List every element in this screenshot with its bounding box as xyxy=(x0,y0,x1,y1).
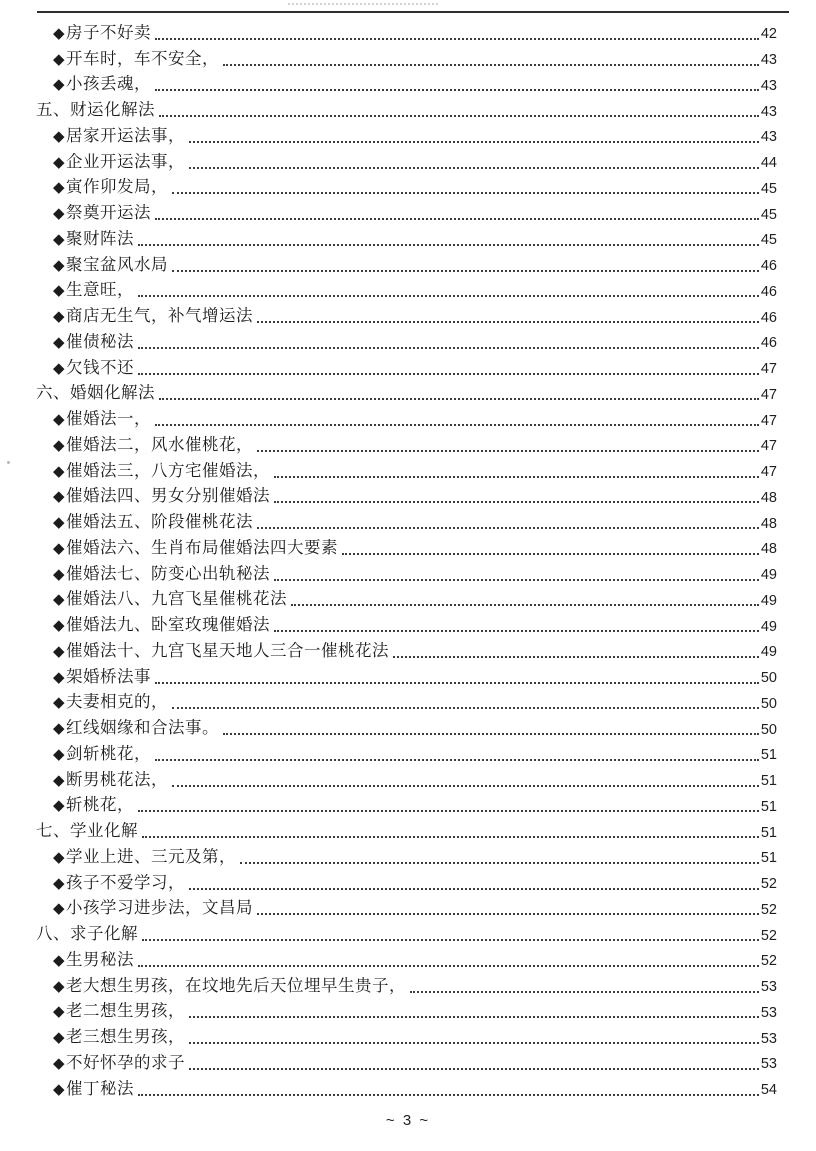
scan-speck-artifact xyxy=(7,461,10,464)
toc-item-row xyxy=(35,843,777,869)
dot-leader xyxy=(155,218,759,220)
toc-entry-page: 51 xyxy=(760,824,777,841)
dot-leader xyxy=(189,1042,759,1044)
diamond-bullet-icon: ◆ xyxy=(53,437,66,454)
toc-item-row xyxy=(35,714,777,740)
toc-entry-page: 47 xyxy=(760,361,777,377)
toc-entry-page: 51 xyxy=(760,773,777,789)
dot-leader xyxy=(240,862,759,864)
toc-section-row xyxy=(35,920,777,946)
toc-entry-page: 51 xyxy=(760,850,777,867)
toc-entry-text: 商店无生气，补气增运法 xyxy=(66,306,254,325)
toc-entry-text: 生男秘法 xyxy=(66,949,135,969)
toc-entry-text: 夫妻相克的， xyxy=(66,692,169,712)
toc-entry-label xyxy=(35,720,219,740)
diamond-bullet-icon: ◆ xyxy=(53,772,66,789)
toc-entry-label xyxy=(35,514,253,534)
diamond-bullet-icon: ◆ xyxy=(53,360,66,377)
toc-entry-text: 小孩丢魂， xyxy=(66,74,152,94)
toc-item-row xyxy=(35,45,777,71)
dot-leader xyxy=(189,1016,759,1018)
toc-entry-label xyxy=(35,205,151,225)
toc-entry-text: 学业上进、三元及第， xyxy=(66,846,237,866)
toc-entry-page: 43 xyxy=(760,103,777,120)
dot-leader xyxy=(172,270,759,272)
toc-entry-text: 五、财运化解法 xyxy=(36,100,155,119)
toc-entry-text: 房子不好卖 xyxy=(66,22,152,42)
toc-entry-page: 51 xyxy=(760,747,777,764)
toc-entry-page: 42 xyxy=(760,26,777,43)
toc-entry-text: 催婚法二，风水催桃花， xyxy=(66,434,254,454)
dot-leader xyxy=(257,913,759,915)
toc-entry-page: 45 xyxy=(760,206,777,223)
toc-item-row xyxy=(35,766,777,792)
toc-item-row xyxy=(35,354,777,380)
diamond-bullet-icon: ◆ xyxy=(53,1004,66,1021)
dot-leader xyxy=(189,167,759,169)
toc-entry-label xyxy=(35,900,253,920)
toc-item-row xyxy=(35,225,777,251)
toc-entry-label xyxy=(35,228,135,251)
toc-entry-label xyxy=(35,76,151,96)
toc-entry-page: 52 xyxy=(760,901,777,918)
diamond-bullet-icon: ◆ xyxy=(53,77,66,94)
dot-leader xyxy=(138,1094,759,1096)
toc-item-row xyxy=(35,611,777,637)
page-top-rule xyxy=(37,11,789,13)
toc-entry-text: 七、学业化解 xyxy=(36,821,138,840)
table-of-contents xyxy=(35,19,777,1101)
toc-entry-page: 49 xyxy=(760,592,777,609)
toc-item-row xyxy=(35,328,777,354)
toc-entry-page: 47 xyxy=(760,412,777,429)
toc-item-row xyxy=(35,586,777,612)
toc-entry-label xyxy=(35,1029,185,1049)
dot-leader xyxy=(274,476,759,478)
toc-entry-page: 46 xyxy=(760,258,777,274)
toc-entry-page: 50 xyxy=(760,695,777,712)
diamond-bullet-icon: ◆ xyxy=(53,463,66,480)
toc-entry-label xyxy=(35,563,271,586)
dot-leader xyxy=(138,295,759,297)
diamond-bullet-icon: ◆ xyxy=(53,231,66,248)
toc-item-row xyxy=(35,508,777,534)
toc-entry-text: 催婚法七、防变心出轨秘法 xyxy=(66,563,271,583)
toc-entry-label xyxy=(35,694,168,714)
dot-leader xyxy=(138,373,759,375)
toc-item-row xyxy=(35,534,777,560)
toc-item-row xyxy=(35,174,777,200)
toc-item-row xyxy=(35,431,777,457)
toc-item-row xyxy=(35,663,777,689)
toc-entry-page: 44 xyxy=(760,155,777,171)
toc-entry-label xyxy=(35,823,138,843)
dot-leader xyxy=(172,707,759,709)
toc-entry-label xyxy=(35,1078,135,1101)
toc-entry-text: 剑斩桃花， xyxy=(66,743,152,763)
diamond-bullet-icon: ◆ xyxy=(53,309,66,325)
toc-entry-page: 43 xyxy=(760,77,777,94)
toc-entry-label xyxy=(35,179,168,199)
toc-entry-text: 斩桃花， xyxy=(66,795,135,815)
toc-entry-text: 催婚法一， xyxy=(66,409,152,428)
toc-entry-text: 六、婚姻化解法 xyxy=(36,383,155,403)
dot-leader xyxy=(189,1068,759,1070)
toc-entry-page: 45 xyxy=(760,180,777,197)
toc-item-row xyxy=(35,277,777,303)
toc-entry-text: 催婚法八、九宫飞星催桃花法 xyxy=(66,589,288,609)
diamond-bullet-icon: ◆ xyxy=(53,978,66,995)
toc-entry-text: 欠钱不还 xyxy=(66,357,135,377)
toc-entry-label xyxy=(35,926,138,946)
dot-leader xyxy=(155,89,759,91)
dot-leader xyxy=(274,501,759,503)
toc-entry-page: 53 xyxy=(760,1030,777,1047)
diamond-bullet-icon: ◆ xyxy=(53,1055,66,1072)
toc-entry-label xyxy=(35,949,135,972)
toc-entry-text: 催婚法三，八方宅催婚法， xyxy=(66,460,271,480)
dot-leader xyxy=(274,579,759,581)
diamond-bullet-icon: ◆ xyxy=(53,721,66,737)
toc-entry-text: 催婚法十、九宫飞星天地人三合一催桃花法 xyxy=(66,640,390,660)
toc-entry-page: 47 xyxy=(760,438,777,455)
toc-item-row xyxy=(35,637,777,663)
toc-entry-text: 小孩学习进步法，文昌局 xyxy=(66,898,254,918)
toc-entry-label xyxy=(35,357,135,380)
toc-item-row xyxy=(35,148,777,174)
toc-entry-text: 催债秘法 xyxy=(66,331,135,351)
toc-entry-label xyxy=(35,872,186,895)
toc-entry-label xyxy=(35,385,155,405)
toc-entry-label xyxy=(35,331,135,354)
toc-item-row xyxy=(35,71,777,97)
toc-entry-page: 45 xyxy=(760,232,777,249)
toc-entry-label xyxy=(35,411,151,431)
toc-item-row xyxy=(35,895,777,921)
dot-leader xyxy=(257,527,759,529)
diamond-bullet-icon: ◆ xyxy=(53,540,66,557)
toc-item-row xyxy=(35,251,777,277)
dot-leader xyxy=(172,785,759,787)
toc-entry-text: 不好怀孕的求子 xyxy=(66,1052,186,1072)
dot-leader xyxy=(342,553,759,555)
dot-leader xyxy=(274,630,759,632)
dot-leader xyxy=(155,424,759,426)
toc-entry-text: 祭奠开运法 xyxy=(66,203,152,222)
toc-item-row xyxy=(35,740,777,766)
dot-leader xyxy=(142,836,759,838)
toc-entry-label xyxy=(35,282,134,302)
diamond-bullet-icon: ◆ xyxy=(53,1030,66,1046)
toc-entry-page: 43 xyxy=(760,52,777,68)
toc-entry-label xyxy=(35,460,271,483)
scan-bleedthrough-artifact xyxy=(288,3,438,5)
toc-entry-label xyxy=(35,666,152,689)
toc-entry-label xyxy=(35,743,152,766)
diamond-bullet-icon: ◆ xyxy=(53,849,66,866)
diamond-bullet-icon: ◆ xyxy=(53,51,66,68)
toc-entry-text: 红线姻缘和合法事。 xyxy=(66,718,220,737)
toc-item-row xyxy=(35,457,777,483)
toc-entry-label xyxy=(35,488,270,508)
toc-entry-page: 53 xyxy=(760,1056,777,1073)
toc-entry-label xyxy=(35,975,407,998)
dot-leader xyxy=(138,965,759,967)
diamond-bullet-icon: ◆ xyxy=(53,746,66,763)
diamond-bullet-icon: ◆ xyxy=(53,334,66,351)
diamond-bullet-icon: ◆ xyxy=(53,952,66,969)
toc-item-row xyxy=(35,689,777,715)
dot-leader xyxy=(223,733,759,735)
toc-entry-text: 催婚法九、卧室玫瑰催婚法 xyxy=(66,615,271,634)
toc-item-row xyxy=(35,405,777,431)
toc-entry-label xyxy=(35,151,186,174)
toc-section-row xyxy=(35,817,777,843)
diamond-bullet-icon: ◆ xyxy=(53,1081,66,1098)
diamond-bullet-icon: ◆ xyxy=(53,695,66,712)
dot-leader xyxy=(155,759,759,761)
toc-entry-text: 断男桃花法， xyxy=(66,769,169,789)
diamond-bullet-icon: ◆ xyxy=(53,798,66,815)
toc-entry-page: 48 xyxy=(760,489,777,506)
toc-entry-label xyxy=(35,537,339,560)
diamond-bullet-icon: ◆ xyxy=(53,154,66,171)
toc-entry-page: 46 xyxy=(760,309,777,326)
diamond-bullet-icon: ◆ xyxy=(53,257,66,274)
toc-entry-page: 48 xyxy=(760,515,777,532)
dot-leader xyxy=(155,38,759,40)
page-number-label: ~ 3 ~ xyxy=(385,1112,431,1129)
toc-item-row xyxy=(35,1023,777,1049)
toc-entry-text: 居家开运法事， xyxy=(66,125,186,145)
dot-leader xyxy=(189,888,759,890)
diamond-bullet-icon: ◆ xyxy=(53,412,66,428)
dot-leader xyxy=(138,347,759,349)
toc-entry-text: 企业开运法事， xyxy=(66,151,186,171)
dot-leader xyxy=(410,991,759,993)
toc-entry-text: 催丁秘法 xyxy=(66,1078,135,1098)
toc-entry-label xyxy=(35,308,253,328)
diamond-bullet-icon: ◆ xyxy=(53,618,66,634)
toc-item-row xyxy=(35,302,777,328)
toc-entry-text: 老三想生男孩， xyxy=(66,1027,186,1046)
toc-entry-page: 47 xyxy=(760,464,777,480)
toc-item-row xyxy=(35,483,777,509)
toc-section-row xyxy=(35,380,777,406)
dot-leader xyxy=(172,192,759,194)
toc-entry-page: 48 xyxy=(760,541,777,558)
dot-leader xyxy=(159,398,759,400)
dot-leader xyxy=(155,682,759,684)
toc-item-row xyxy=(35,560,777,586)
toc-entry-label xyxy=(35,434,254,457)
toc-entry-page: 49 xyxy=(760,644,777,661)
diamond-bullet-icon: ◆ xyxy=(53,206,66,222)
diamond-bullet-icon: ◆ xyxy=(53,180,66,197)
dot-leader xyxy=(291,604,759,606)
toc-entry-text: 开车时，车不安全， xyxy=(66,48,220,68)
toc-entry-label xyxy=(35,1003,185,1023)
dot-leader xyxy=(257,321,759,323)
diamond-bullet-icon: ◆ xyxy=(53,901,66,918)
toc-entry-page: 51 xyxy=(760,798,777,815)
toc-entry-page: 50 xyxy=(760,670,777,686)
diamond-bullet-icon: ◆ xyxy=(53,515,66,531)
toc-item-row xyxy=(35,199,777,225)
page-footer xyxy=(0,1112,816,1129)
toc-item-row xyxy=(35,869,777,895)
toc-item-row xyxy=(35,972,777,998)
toc-entry-label xyxy=(35,1052,186,1075)
toc-entry-text: 寅作卯发局， xyxy=(66,177,169,197)
dot-leader xyxy=(223,64,759,66)
toc-item-row xyxy=(35,122,777,148)
toc-entry-label xyxy=(35,640,390,663)
toc-item-row xyxy=(35,792,777,818)
toc-entry-label xyxy=(35,617,270,637)
dot-leader xyxy=(142,939,759,941)
toc-entry-text: 催婚法六、生肖布局催婚法四大要素 xyxy=(66,537,339,557)
diamond-bullet-icon: ◆ xyxy=(53,25,66,42)
toc-entry-label xyxy=(35,769,169,792)
diamond-bullet-icon: ◆ xyxy=(53,669,66,686)
toc-entry-page: 46 xyxy=(760,283,777,300)
toc-entry-text: 架婚桥法事 xyxy=(66,666,152,686)
dot-leader xyxy=(159,115,759,117)
toc-entry-label xyxy=(35,797,134,817)
toc-entry-label xyxy=(35,102,155,122)
toc-entry-page: 49 xyxy=(760,567,777,583)
toc-entry-label xyxy=(35,22,152,45)
toc-entry-page: 52 xyxy=(760,927,777,944)
dot-leader xyxy=(138,810,759,812)
toc-item-row xyxy=(35,19,777,45)
toc-entry-page: 52 xyxy=(760,876,777,892)
toc-item-row xyxy=(35,998,777,1024)
toc-entry-page: 53 xyxy=(760,1004,777,1021)
toc-entry-page: 53 xyxy=(760,979,777,995)
toc-entry-text: 八、求子化解 xyxy=(36,924,138,943)
diamond-bullet-icon: ◆ xyxy=(53,489,66,506)
toc-item-row xyxy=(35,1049,777,1075)
dot-leader xyxy=(189,141,759,143)
toc-entry-label xyxy=(35,254,169,277)
diamond-bullet-icon: ◆ xyxy=(53,566,66,583)
toc-item-row xyxy=(35,946,777,972)
diamond-bullet-icon: ◆ xyxy=(53,592,66,609)
toc-entry-text: 催婚法五、阶段催桃花法 xyxy=(66,512,254,531)
toc-entry-page: 46 xyxy=(760,335,777,352)
toc-entry-page: 50 xyxy=(760,721,777,738)
toc-entry-page: 52 xyxy=(760,953,777,970)
diamond-bullet-icon: ◆ xyxy=(53,643,66,660)
dot-leader xyxy=(257,450,759,452)
toc-section-row xyxy=(35,96,777,122)
toc-entry-label xyxy=(35,48,220,71)
toc-entry-text: 老大想生男孩，在坟地先后天位埋早生贵子， xyxy=(66,975,407,995)
toc-entry-text: 聚财阵法 xyxy=(66,228,135,248)
toc-entry-label xyxy=(35,846,237,869)
toc-entry-page: 49 xyxy=(760,618,777,635)
toc-entry-text: 生意旺， xyxy=(66,280,135,300)
toc-entry-label xyxy=(35,591,287,611)
toc-entry-page: 47 xyxy=(760,386,777,403)
dot-leader xyxy=(138,244,759,246)
diamond-bullet-icon: ◆ xyxy=(53,128,66,145)
toc-entry-text: 老二想生男孩， xyxy=(66,1001,186,1021)
diamond-bullet-icon: ◆ xyxy=(53,283,66,300)
toc-entry-text: 孩子不爱学习， xyxy=(66,872,186,892)
toc-entry-page: 43 xyxy=(760,129,777,146)
diamond-bullet-icon: ◆ xyxy=(53,875,66,892)
toc-entry-text: 聚宝盆风水局 xyxy=(66,254,169,274)
toc-entry-label xyxy=(35,125,186,148)
toc-entry-text: 催婚法四、男女分别催婚法 xyxy=(66,486,271,506)
toc-entry-page: 54 xyxy=(760,1082,777,1098)
toc-item-row xyxy=(35,1075,777,1101)
dot-leader xyxy=(393,656,759,658)
